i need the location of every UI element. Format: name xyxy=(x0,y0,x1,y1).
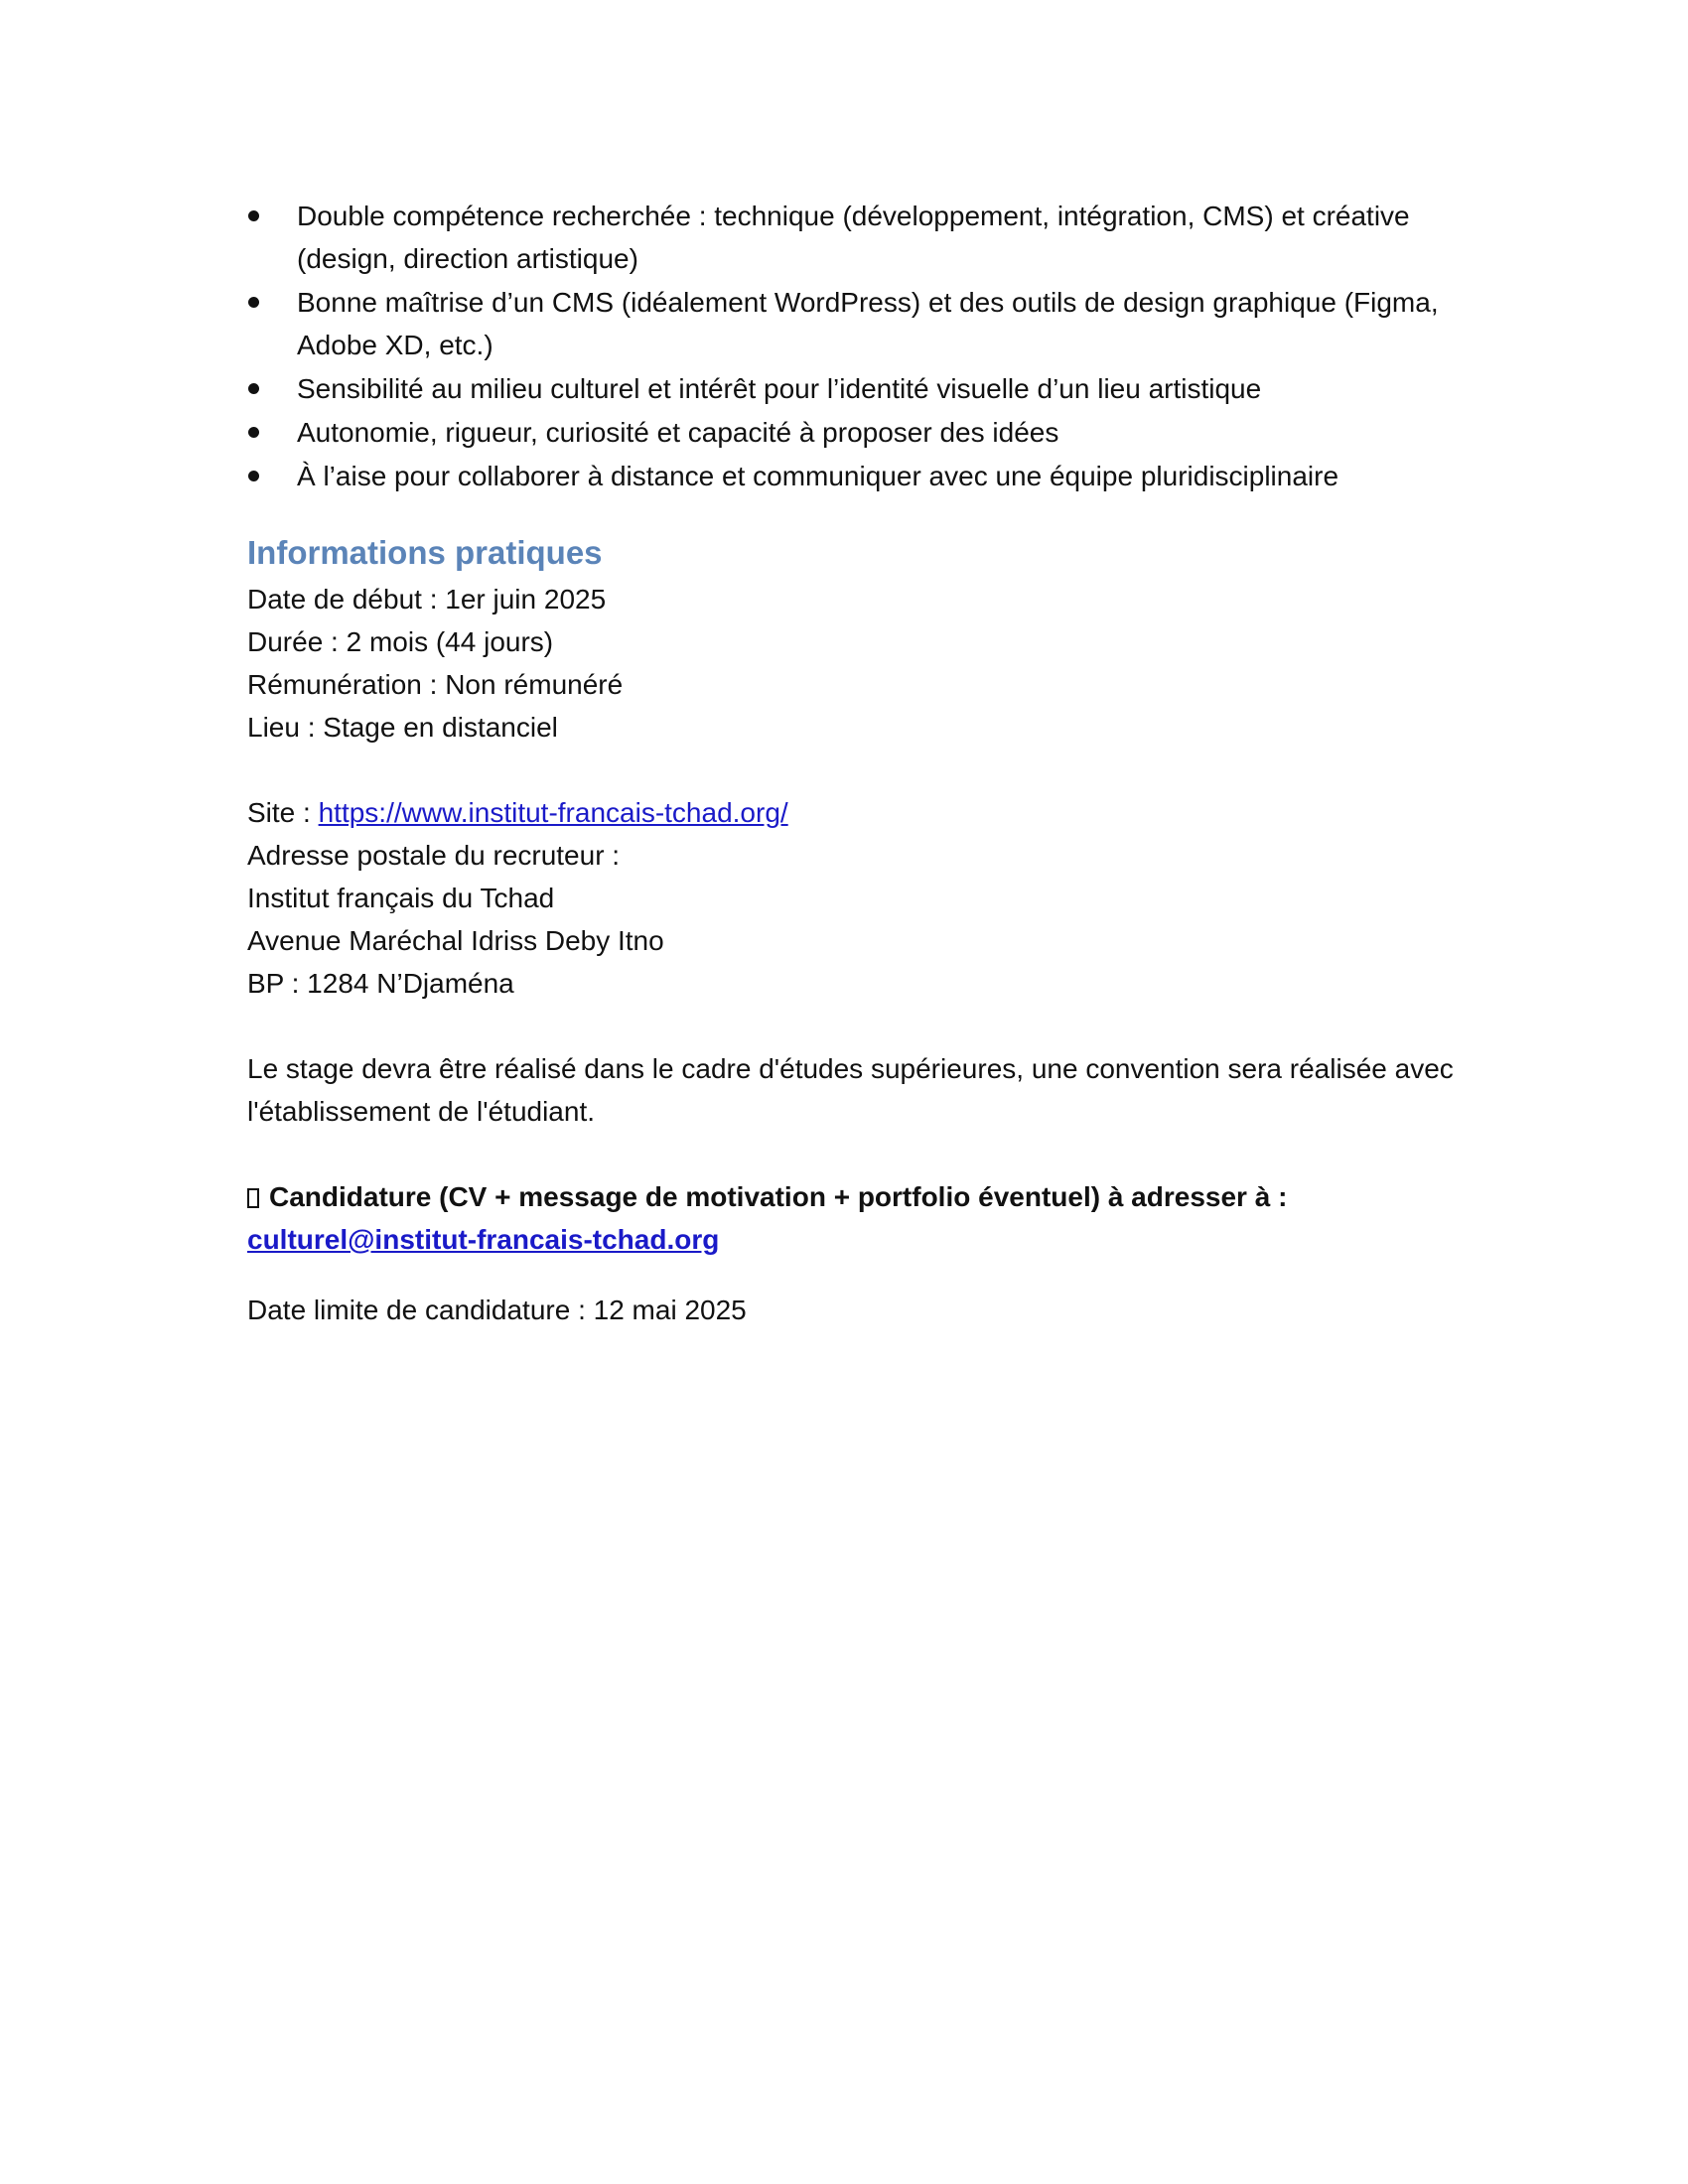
requirement-text: Sensibilité au milieu culturel et intérêt pour l’identité visuelle d’un lieu artistique xyxy=(297,373,1262,404)
requirement-text: À l’aise pour collaborer à distance et communiquer avec une équipe pluridisciplinaire xyxy=(297,461,1339,491)
remuneration: Rémunération : Non rémunéré xyxy=(247,669,624,700)
start-date: Date de début : 1er juin 2025 xyxy=(247,584,607,614)
requirement-text: Autonomie, rigueur, curiosité et capacité à proposer des idées xyxy=(297,417,1059,448)
spacer xyxy=(247,749,1469,791)
spacer xyxy=(247,1133,1469,1175)
bullet-icon xyxy=(248,471,259,481)
location: Lieu : Stage en distanciel xyxy=(247,712,558,743)
address-line: Avenue Maréchal Idriss Deby Itno xyxy=(247,925,664,956)
application-text: Candidature (CV + message de motivation + portfolio éventuel) à adresser à : xyxy=(269,1181,1288,1212)
requirement-text: Double compétence recherchée : technique (développement, intégration, CMS) et créative (design, direction artistique) xyxy=(297,201,1410,274)
application-email-link[interactable]: culturel@institut-francais-tchad.org xyxy=(247,1224,720,1255)
site-label: Site : xyxy=(247,797,319,828)
bullet-icon xyxy=(248,383,259,394)
site-line xyxy=(247,791,1469,834)
email-line xyxy=(247,1218,1469,1261)
duration: Durée : 2 mois (44 jours) xyxy=(247,626,554,657)
list-item xyxy=(247,195,1469,280)
practical-info-block xyxy=(247,578,1469,1331)
section-heading-practical-info: Informations pratiques xyxy=(247,534,603,571)
list-item xyxy=(247,455,1469,497)
site-link[interactable]: https://www.institut-francais-tchad.org/ xyxy=(318,797,788,828)
bullet-icon xyxy=(248,297,259,308)
spacer xyxy=(247,1005,1469,1047)
bullet-icon xyxy=(248,210,259,221)
missing-glyph-icon xyxy=(247,1188,259,1208)
address-line: Institut français du Tchad xyxy=(247,883,555,913)
address-line: BP : 1284 N’Djaména xyxy=(247,968,514,999)
list-item xyxy=(247,411,1469,454)
address-label: Adresse postale du recruteur : xyxy=(247,840,621,871)
list-item xyxy=(247,281,1469,366)
requirement-text: Bonne maîtrise d’un CMS (idéalement WordPress) et des outils de design graphique (Figma, Adobe XD, etc.) xyxy=(297,287,1439,360)
application-line xyxy=(247,1175,1469,1218)
bullet-icon xyxy=(248,427,259,438)
internship-note: Le stage devra être réalisé dans le cadre d'études supérieures, une convention sera réalisée avec l'établissement de l'étudiant. xyxy=(247,1053,1454,1127)
list-item xyxy=(247,367,1469,410)
application-deadline: Date limite de candidature : 12 mai 2025 xyxy=(247,1295,747,1325)
requirements-list xyxy=(247,195,1469,498)
